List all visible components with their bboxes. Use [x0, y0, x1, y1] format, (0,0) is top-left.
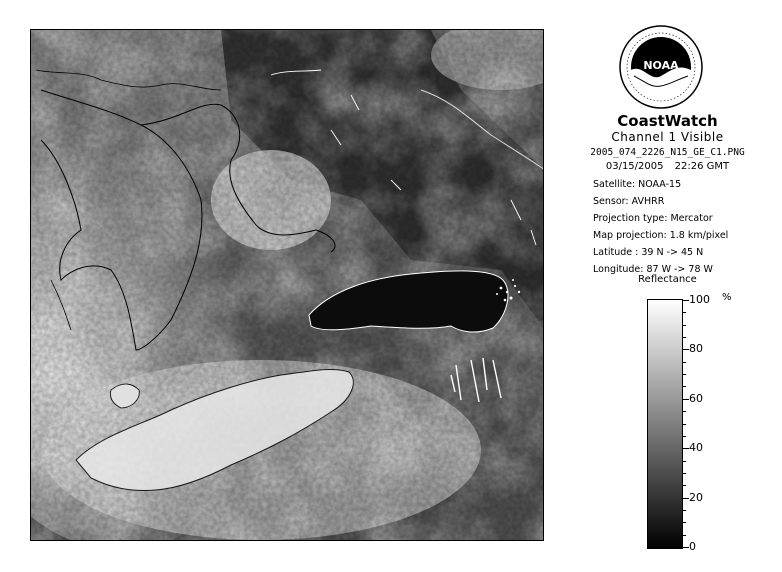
colorbar-tick-label: 80	[689, 342, 703, 356]
colorbar-title: Reflectance	[638, 274, 697, 285]
colorbar-tick-mark	[683, 498, 689, 499]
image-date: 03/15/2005	[605, 161, 664, 172]
colorbar-tick-mark	[683, 325, 686, 326]
channel-label: Channel 1 Visible	[611, 130, 724, 144]
colorbar-tick-mark	[683, 399, 689, 400]
image-time: 22:26 GMT	[674, 161, 730, 172]
colorbar-tick-mark	[683, 448, 689, 449]
colorbar-tick-mark	[683, 522, 686, 523]
colorbar-unit: %	[722, 292, 732, 303]
info-map-projection: Map projection: 1.8 km/pixel	[593, 230, 729, 241]
colorbar-tick-mark	[683, 436, 686, 437]
logo-center-text: NOAA	[643, 59, 679, 72]
colorbar-tick-mark	[683, 349, 689, 350]
colorbar-tick-label: 0	[689, 540, 696, 553]
info-latitude: Latitude : 39 N -> 45 N	[593, 247, 704, 258]
noaa-logo-icon	[618, 24, 704, 110]
colorbar-tick-mark	[683, 300, 689, 301]
satellite-map	[30, 29, 544, 541]
colorbar-tick-label: 20	[689, 490, 703, 504]
info-longitude: Longitude: 87 W -> 78 W	[593, 264, 713, 275]
colorbar-tick-mark	[683, 473, 686, 474]
colorbar-tick-label: 40	[689, 441, 703, 455]
colorbar-tick-mark	[683, 386, 686, 387]
info-projection-type: Projection type: Mercator	[593, 213, 713, 224]
colorbar-tick-mark	[683, 547, 689, 548]
colorbar-tick-mark	[683, 424, 686, 425]
colorbar-tick-mark	[683, 461, 686, 462]
file-name: 2005_074_2226_N15_GE_C1.PNG	[590, 147, 745, 158]
info-satellite: Satellite: NOAA-15	[593, 179, 682, 190]
colorbar-tick-mark	[683, 510, 686, 511]
colorbar-tick-label: 100	[689, 293, 710, 306]
colorbar-tick-mark	[683, 374, 686, 375]
brand-title: CoastWatch	[617, 112, 718, 130]
colorbar-tick-label: 60	[689, 391, 703, 405]
colorbar-tick-mark	[683, 485, 686, 486]
date-time	[560, 161, 775, 172]
reflectance-colorbar	[647, 299, 683, 549]
info-sensor: Sensor: AVHRR	[593, 196, 665, 207]
colorbar-tick-mark	[683, 362, 686, 363]
satellite-image	[31, 30, 544, 541]
colorbar-tick-mark	[683, 411, 686, 412]
colorbar-tick-mark	[683, 312, 686, 313]
colorbar-tick-mark	[683, 535, 686, 536]
colorbar-tick-mark	[683, 337, 686, 338]
